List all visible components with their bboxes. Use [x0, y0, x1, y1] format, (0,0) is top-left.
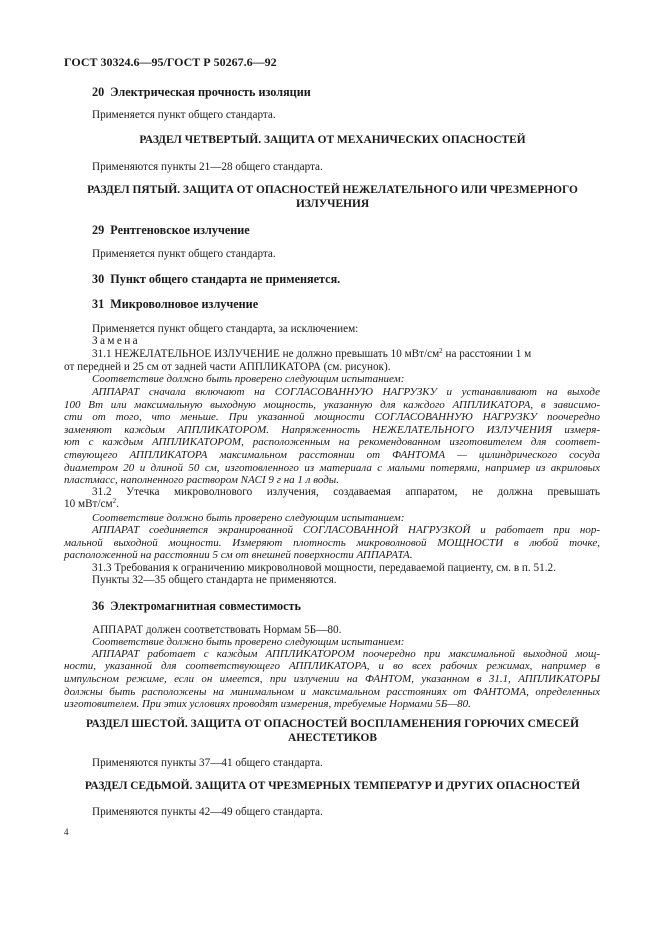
part-5-title-line1: РАЗДЕЛ ПЯТЫЙ. ЗАЩИТА ОТ ОПАСНОСТЕЙ НЕЖЕЛАТЕЛЬНОГО ИЛИ ЧРЕЗМЕРНОГО — [87, 184, 578, 196]
clause-31-1-line1 — [92, 348, 531, 361]
section-31-number: 31 — [92, 297, 105, 311]
clause-31-1-test-line: сти от того, что меньше. При указанной мощности СОГЛАСОВАННУЮ НАГРУЗКУ поочередно — [64, 411, 600, 423]
clause-31-1-text-a: 31.1 НЕЖЕЛАТЕЛЬНОЕ ИЗЛУЧЕНИЕ не должно превышать 10 мВт/см — [92, 348, 440, 360]
section-36-test-line: должны быть расположены на минимальном и максимальном расстояниях от ФАНТОМА, определенных — [64, 686, 600, 698]
clause-31-1-test-line: АППАРАТ сначала включают на СОГЛАСОВАННУЮ НАГРУЗКУ и устанавливают на выходе — [92, 386, 600, 398]
section-20-heading — [92, 86, 311, 99]
clause-31-1-sup: 2 — [439, 347, 443, 355]
part-4-title: РАЗДЕЛ ЧЕТВЕРТЫЙ. ЗАЩИТА ОТ МЕХАНИЧЕСКИХ ОПАСНОСТЕЙ — [139, 134, 526, 146]
clause-31-1-line2: от передней и 25 см от задней части АППЛИКАТОРА (см. рисунок). — [64, 361, 391, 373]
clause-31-1-check: Соответствие должно быть проверено следующим испытанием: — [92, 373, 405, 385]
clause-31-1-text-b: на расстоянии 1 м — [442, 348, 532, 360]
section-29-number: 29 — [92, 223, 105, 237]
section-29-text: Применяется пункт общего стандарта. — [92, 248, 276, 260]
part-6-title-line2: АНЕСТЕТИКОВ — [288, 732, 377, 744]
section-36-test-line: ности, указанной для соответствующего АППЛИКАТОРА, и во всех рабочих режимах, например в — [64, 660, 600, 672]
clause-31-1-test-line: 100 Вт или максимальную выходную мощность, указанную для каждого АППЛИКАТОРА, в зависимо- — [64, 399, 600, 411]
clause-31-1-test-line: пластмасс, наполненного раствором NACI 9 г на 1 л воды. — [64, 474, 339, 486]
part-6-text: Применяются пункты 37—41 общего стандарта. — [92, 757, 323, 769]
section-36-title: Электромагнитная совместимость — [110, 599, 301, 613]
clause-31-2-test-line: АППАРАТ соединяется экранированной СОГЛАСОВАННОЙ НАГРУЗКОЙ и работает при нор- — [92, 524, 600, 536]
clause-31-1-test-line: заменяют каждым АППЛИКАТОРОМ. Напряженность НЕЖЕЛАТЕЛЬНОГО ИЗЛУЧЕНИЯ измеря- — [64, 424, 600, 436]
clause-31-2-check: Соответствие должно быть проверено следующим испытанием: — [92, 512, 405, 524]
clause-31-2-test-line: расположенной на расстоянии 5 см от внешней поверхности АППАРАТА. — [64, 549, 413, 561]
clause-31-2-text-b: . — [116, 498, 119, 510]
clause-31-2-test-line: мальной выходной мощности. Измеряют плотность микроволновой МОЩНОСТИ в любой точке, — [64, 537, 600, 549]
clause-31-2-text-a: 10 мВт/см — [64, 498, 113, 510]
document-header: ГОСТ 30324.6—95/ГОСТ Р 50267.6—92 — [64, 55, 277, 69]
section-36-heading — [92, 600, 301, 613]
part-6-title-line1: РАЗДЕЛ ШЕСТОЙ. ЗАЩИТА ОТ ОПАСНОСТЕЙ ВОСПЛАМЕНЕНИЯ ГОРЮЧИХ СМЕСЕЙ — [86, 718, 579, 730]
section-31-title: Микроволновое излучение — [110, 297, 259, 311]
page-number: 4 — [64, 827, 69, 837]
section-31-heading — [92, 298, 258, 311]
part-5-title-line2: ИЗЛУЧЕНИЯ — [295, 198, 370, 210]
clause-31-1-test-line: диаметром 20 и длиной 50 см, изготовленного из материала с малыми потерями, например из акриловых — [64, 462, 600, 474]
section-30-number: 30 — [92, 272, 105, 286]
section-36-test-line: изготовителем. При этих условиях проводят измерения, требуемые Нормами 5Б—80. — [64, 698, 471, 710]
section-36-number: 36 — [92, 599, 105, 613]
clause-31-1-test-line: ют с каждым АППЛИКАТОРОМ, расположенным на рекомендованном изготовителем для соответ- — [64, 436, 600, 448]
clause-31-2-line1: 31.2 Утечка микроволнового излучения, создаваемая аппаратом, не должна превышать — [92, 486, 600, 498]
part-7-title: РАЗДЕЛ СЕДЬМОЙ. ЗАЩИТА ОТ ЧРЕЗМЕРНЫХ ТЕМПЕРАТУР И ДРУГИХ ОПАСНОСТЕЙ — [84, 780, 581, 792]
part-4-text: Применяются пункты 21—28 общего стандарта. — [92, 161, 323, 173]
section-36-text: АППАРАТ должен соответствовать Нормам 5Б—80. — [92, 624, 342, 636]
section-20-number: 20 — [92, 85, 105, 99]
section-20-text: Применяется пункт общего стандарта. — [92, 109, 276, 121]
section-30-heading — [92, 273, 340, 286]
clauses-32-35-note: Пункты 32—35 общего стандарта не применяются. — [92, 574, 337, 586]
clause-31-3: 31.3 Требования к ограничению микроволновой мощности, передаваемой пациенту, см. в п. 51.2. — [92, 562, 556, 574]
section-29-heading — [92, 224, 250, 237]
section-20-title: Электрическая прочность изоляции — [110, 85, 311, 99]
section-36-test-line: АППАРАТ работает с каждым АППЛИКАТОРОМ поочередно при максимальной выходной мощ- — [92, 648, 600, 660]
section-31-replace-label: Замена — [92, 335, 140, 347]
clause-31-2-sup: 2 — [112, 497, 117, 505]
clause-31-2-line2 — [64, 498, 119, 511]
section-29-title: Рентгеновское излучение — [110, 223, 250, 237]
section-31-intro: Применяется пункт общего стандарта, за исключением: — [92, 323, 359, 335]
clause-31-1-test-line: ствующего АППЛИКАТОРА максимальном расстоянии от ФАНТОМА — цилиндрического сосуда — [64, 449, 600, 461]
section-30-title: Пункт общего стандарта не применяется. — [110, 272, 341, 286]
section-36-test-line: импульсном режиме, если он имеется, при излучении на ФАНТОМ, указанном в 31.1, АППЛИКАТОРЫ — [64, 673, 600, 685]
section-36-check: Соответствие должно быть проверено следующим испытанием: — [92, 636, 405, 648]
part-7-text: Применяются пункты 42—49 общего стандарта. — [92, 806, 323, 818]
